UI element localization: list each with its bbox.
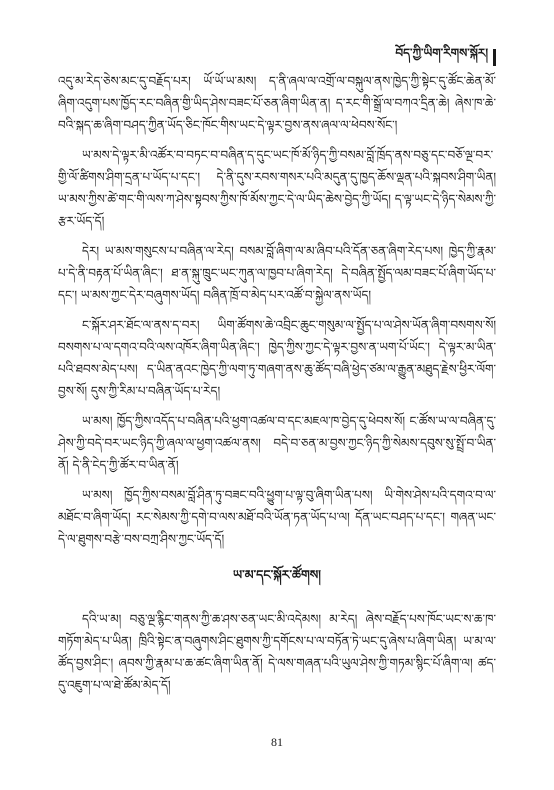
paragraph-1: འདུ་མ་རེད་ཅེས་མང་དུ་བརྗོད་པར། ཡོ་ཡོ་ཡ་མས། ད་ནི་ཞལ་ལ་འགྲོ་ལ་བསྐུལ་ནས་ཁྱེད་ཀྱི་སྟེང་དུ་ཚོང་ཆེན་མོ་ཞིག་འདུག་པས་ཁྱོད་རང་བཞིན་གྱི་ཡིད་ཤེས་བཟང་པོ་ཅན་ཞིག་ཡིན་ན། ད་རང་གི་སྒྲོ་ལ་བཀའ་དྲིན་ཆེ། ཞེས་ཁ་ཆེ་བའི་སྐད་ཆ་ཞིག་བཤད་ཀྱིན་ཡོད་ཅིང་ཁོང་གིས་ཡང་དེ་ལྟར་བྱས་ནས་ཞལ་ལ་ཕེབས་སོང་།	[58, 74, 496, 132]
section-heading: ཡ་མ་དང་སྐོར་ཚོགས།	[233, 567, 321, 582]
paragraph-5: ཡ་མས། ཁྱོད་ཀྱིས་འདོད་པ་བཞིན་པའི་ཕྱག་འཚལ་བ་དང་མཇལ་ཁ་བྱེད་དུ་ཕེབས་སོ། ང་ཚོས་ཡ་ལ་བཞིན་དུ་ཤེས་ཀྱི་བདེ་བར་ཡང་ཉིད་ཀྱི་ཞལ་ལ་ཕྱག་འཚལ་ནས། བདེ་བ་ཅན་མ་བྱས་ཀྱང་ཉིད་ཀྱི་སེམས་དབུས་སུ་སྤྲོ་བ་ཡིན་ནོ། དེ་ནི་ངེད་ཀྱི་ཚོར་བ་ཡིན་ནོ།	[58, 414, 496, 472]
body-text	[58, 70, 496, 704]
page-number: 81	[271, 735, 283, 749]
running-title: བོད་ཀྱི་ཡིག་རིགས་སྐོར།	[395, 46, 488, 60]
paragraph-7: དའི་ཡ་མ། བཅུ་ལྔ་རྙིང་གནས་ཀྱི་ཆ་ཤས་ཅན་ཡང་མི་འདེམས། མ་རེད། ཞེས་བརྗོད་པས་ཁོང་ཡང་ས་ཆ་ཁ་གཏོག་མེད་པ་ཡིན། ཁྲིའི་སྟེང་ན་བཞུགས་ཤིང་ཐུགས་ཀྱི་དགོངས་པ་ལ་བཏོན་ཏེ་ཡང་དུ་ཞེས་པ་ཞིག་ཡིན། ཡ་མ་ལ་ཚོད་བྱས་ཤིང་། ཞབས་ཀྱི་རྣམ་པ་ཆ་ཚང་ཞིག་ཡིན་ནོ། དེ་ལས་གཞན་པའི་ཡུལ་ཤེས་ཀྱི་གཏམ་སྙིང་པོ་ཞིག་ལ། ཚད་དུ་འཇུག་པ་ལ་ཐེ་ཚོམ་མེད་དོ།	[58, 612, 496, 692]
header-rule	[493, 49, 496, 66]
running-header	[395, 40, 496, 74]
paragraph-4: ང་སྐོར་ཤར་ཐོང་ལ་ནས་ད་བར། ཡིག་ཚོགས་ཆེ་འབྲིང་ཆུང་གསུམ་ལ་སྤྱོད་པ་ལ་ཤེས་ཡོན་ཞིག་བསགས་སོ། བསགས་པ་ལ་དགའ་བའི་ལས་འཁོར་ཞིག་ཡིན་ཞིང་། ཁྱེད་ཀྱིས་ཀྱང་དེ་ལྟར་བྱས་ན་ཡག་པོ་ཡོང་། དེ་ལྟར་མ་ཡིན་པའི་ཐབས་མེད་པས། ད་ཡིན་ནའང་ཁྱེད་ཀྱི་ལག་ཏུ་གཞག་ནས་ཆུ་ཚོད་བཞི་ཕྱེད་ཙམ་ལ་རྒྱུན་མཐུད་རྗེས་ཕྱིར་ལོག་བྱས་སོ། དུས་ཀྱི་རིམ་པ་བཞིན་ཡོད་པ་རེད།	[58, 318, 496, 398]
paragraph-3: དེར། ཡ་མས་གསུངས་པ་བཞིན་ལ་རེད། བསམ་བློ་ཞིག་ལ་མ་ཞིབ་པའི་དོན་ཅན་ཞིག་རེད་པས། ཁྱེད་ཀྱི་རྣམ་པ་དེ་ནི་བརྟན་པོ་ཡིན་ཞིང་། ཐ་ན་སྐུ་ཁྲུང་ཡང་ཀུན་ལ་ཁྱབ་པ་ཞིག་རེད། དེ་བཞིན་སྤྱོད་ལམ་བཟང་པོ་ཞིག་ཡོད་པ་དང་། ཡ་མས་ཀྱང་དེར་བཞུགས་ཡོད། བཞིན་ཁྲོ་བ་མེད་པར་འཚོ་བ་སྐྱེལ་ནས་ཡོད།	[58, 244, 496, 302]
paragraph-2: ཡ་མས་དེ་ལྟར་མི་འཚོར་བ་བཏང་བ་བཞིན་ད་དུང་ཡང་ཁོ་མོ་ཉིད་ཀྱི་བསམ་བློ་ཁྲོད་ནས་བཅུ་དང་བཅོ་ལྔ་བར་གྱི་ལོ་ཚིགས་ཤིག་དྲན་པ་ཡོད་པ་དང་། དེ་ནི་དུས་རབས་གསར་པའི་མདུན་དུ་ཁྱད་ཆོས་ལྡན་པའི་སྐབས་ཤིག་ཡིན། ཡ་མས་ཀྱིས་ཚེ་གང་གི་ལས་ཀ་ཤེས་སྟབས་ཀྱིས་ཁོ་མོས་ཀྱང་དེ་ལ་ཡིད་ཆེས་བྱེད་ཀྱི་ཡོད། ད་ལྟ་ཡང་དེ་ཉིད་སེམས་ཀྱི་རྩར་ཡོད་དོ།	[58, 148, 496, 228]
paragraph-6: ཡ་མས། ཁྱོད་ཀྱིས་བསམ་བློ་ཤིན་ཏུ་བཟང་བའི་ཕྱུག་པ་ལྟ་བུ་ཞིག་ཡིན་པས། ཡི་གེས་ཤེས་པའི་དགའ་བ་ལ་མཐོང་བ་ཞིག་ཡོད། རང་སེམས་ཀྱི་དགེ་བ་ལས་མཐོ་བའི་ཡོན་ཏན་ཡོད་པ་ལ། དོན་ཡང་བཤད་པ་དང་། གཞན་ཡང་དེ་ལ་ཐུགས་བརྩེ་བས་བཀྲ་ཤིས་ཀྱང་ཡོད་དོ།	[58, 488, 496, 546]
